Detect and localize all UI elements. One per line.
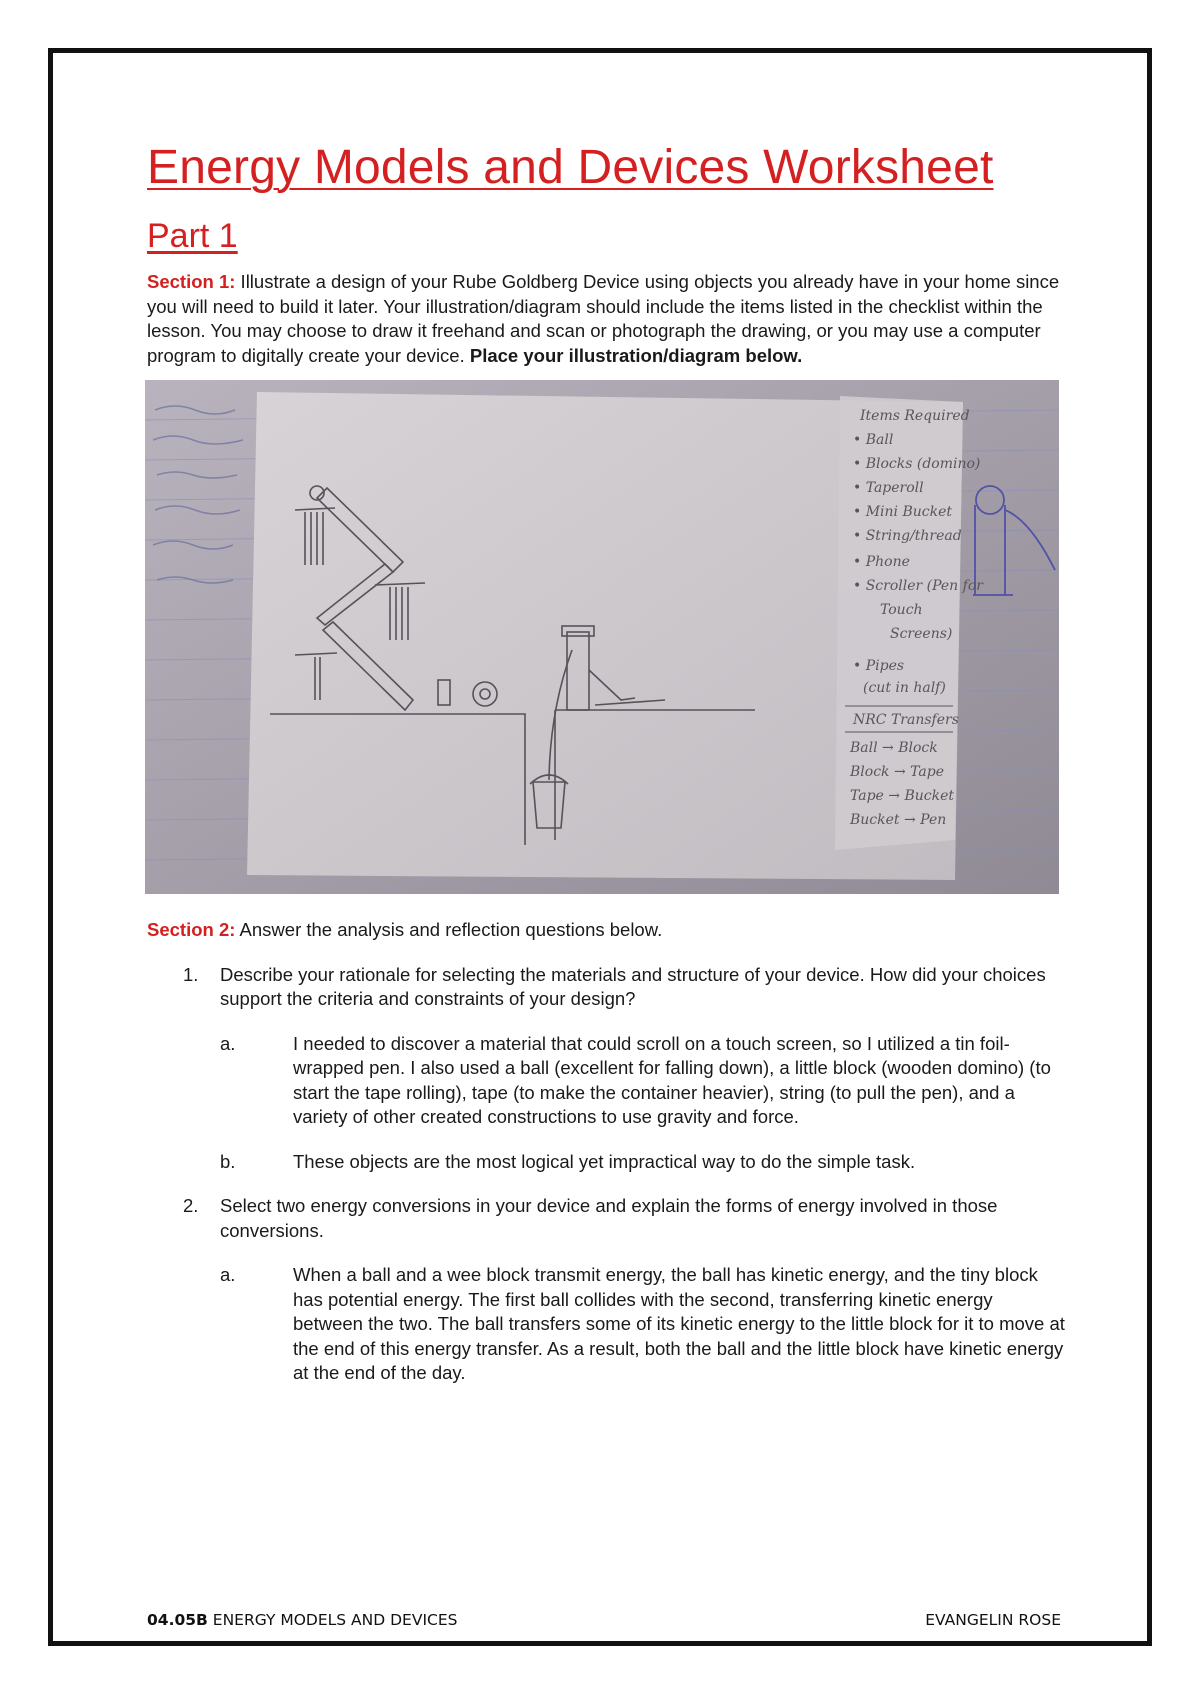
answer-letter: b. <box>220 1150 236 1172</box>
page-title: Energy Models and Devices Worksheet <box>147 141 994 194</box>
checklist-item: • Ball <box>853 432 894 448</box>
checklist-item: • Pipes <box>853 658 905 674</box>
worksheet-content <box>147 140 1067 1386</box>
answer-text: When a ball and a wee block transmit energy, the ball has kinetic energy, and the tiny block has potential energy. The first ball collides with the second, transferring kinetic energy between the two. The ball transfers some of its kinetic energy to the little block for it to move at the end of this energy transfer. As a result, both the ball and the little block have kinetic energy at the end of the day. <box>293 1264 1065 1383</box>
checklist-item: • Blocks (domino) <box>853 456 981 472</box>
question-1 <box>147 963 1067 1175</box>
transfer-item: Block → Tape <box>850 764 944 780</box>
answer-2a <box>220 1263 1067 1386</box>
part-heading: Part 1 <box>147 217 238 255</box>
section2-label: Section 2: <box>147 919 236 940</box>
answer-1b <box>220 1150 1067 1175</box>
footer-course <box>147 1611 457 1629</box>
question-number: 1. <box>183 963 199 985</box>
checklist-item: Screens) <box>890 626 953 642</box>
answer-text: These objects are the most logical yet impractical way to do the simple task. <box>293 1150 916 1172</box>
checklist-item: (cut in half) <box>863 680 946 696</box>
answer-letter: a. <box>220 1264 236 1285</box>
question-2 <box>147 1194 1067 1386</box>
answer-1a <box>220 1032 1067 1130</box>
question-text: Describe your rationale for selecting the materials and structure of your device. How did your choices support the criteria and constraints of your design? <box>220 963 1046 1009</box>
transfers-title: NRC Transfers <box>853 712 959 728</box>
footer-code: 04.05B <box>147 1611 208 1629</box>
checklist-item: • String/thread <box>853 528 962 544</box>
device-illustration-photo <box>145 380 1059 894</box>
checklist-item: • Scroller (Pen for <box>853 578 983 594</box>
checklist-item: • Mini Bucket <box>853 504 953 520</box>
transfer-item: Tape → Bucket <box>850 788 955 804</box>
answer-letter: a. <box>220 1032 236 1054</box>
checklist-item: • Phone <box>853 554 910 570</box>
footer-course-name: ENERGY MODELS AND DEVICES <box>207 1611 458 1629</box>
section1-text: Illustrate a design of your Rube Goldberg Device using objects you already have in your home since you will need to build it later. Your illustration/diagram should include the items listed in the checklist within the lesson. You may choose to draw it freehand and scan or photograph the drawing, or you may use a computer program to digitally create your device. <box>147 271 1060 366</box>
question-text: Select two energy conversions in your device and explain the forms of energy involved in those conversions. <box>220 1195 998 1241</box>
footer-author: EVANGELIN ROSE <box>925 1611 1061 1629</box>
question-number: 2. <box>183 1195 199 1216</box>
checklist-item: Touch <box>880 602 923 618</box>
checklist-item: • Taperoll <box>853 480 924 496</box>
transfer-item: Ball → Block <box>850 740 938 756</box>
section2-heading <box>147 918 1067 943</box>
answer-text: I needed to discover a material that could scroll on a touch screen, so I utilized a tin foil-wrapped pen. I also used a ball (excellent for falling down), a little block (wooden domino) (to start the tape rolling), tape (to make the container heavier), string (to pull the pen), and a variety of other created constructions to use gravity and force. <box>293 1032 1051 1127</box>
transfer-item: Bucket → Pen <box>850 812 947 828</box>
section1-label: Section 1: <box>147 271 236 292</box>
section1-instruction: Place your illustration/diagram below. <box>469 344 803 366</box>
section1-paragraph <box>147 270 1067 368</box>
checklist-title: Items Required <box>860 408 970 424</box>
section2-text: Answer the analysis and reflection questions below. <box>235 919 663 940</box>
